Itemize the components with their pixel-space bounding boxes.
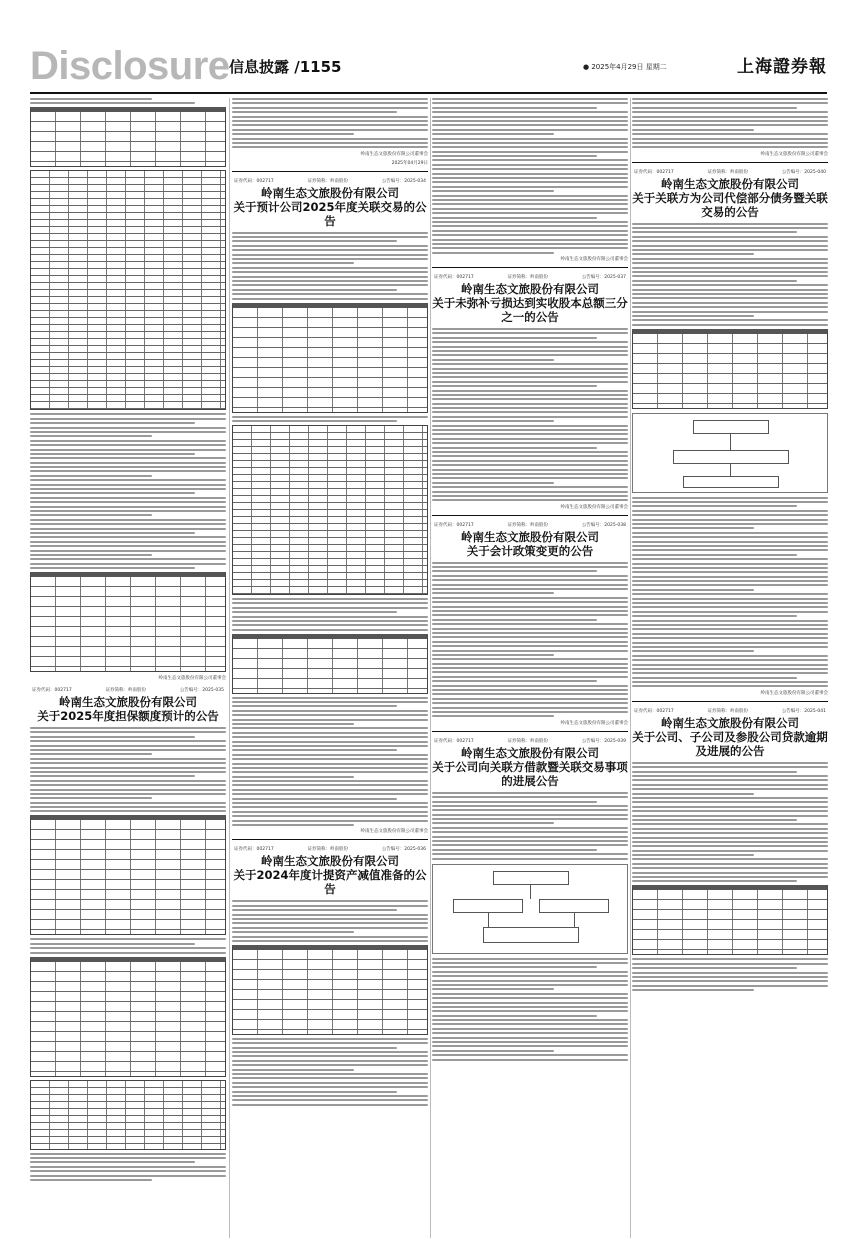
stock-name: 证券简称：岭南股份 bbox=[307, 847, 348, 853]
company-name: 岭南生态文旅股份有限公司 bbox=[461, 745, 599, 760]
text-block bbox=[232, 1038, 428, 1106]
stock-code: 证券代码：002717 bbox=[634, 708, 674, 714]
text-block bbox=[30, 1153, 226, 1181]
announcement-title: 关于2025年度担保额度预计的公告 bbox=[37, 709, 219, 724]
signature: 岭南生态文旅股份有限公司董事会 bbox=[560, 720, 628, 726]
announcement-header bbox=[232, 178, 428, 228]
stock-code: 证券代码：002717 bbox=[234, 847, 274, 853]
announcement-title: 关于未弥补亏损达到实收股本总额三分之一的公告 bbox=[432, 296, 628, 325]
stock-name: 证券简称：岭南股份 bbox=[507, 275, 548, 281]
column-divider bbox=[430, 98, 431, 1238]
guarantee-table bbox=[30, 170, 226, 410]
column-4 bbox=[632, 98, 828, 1238]
column-divider bbox=[630, 98, 631, 1238]
announcement-header bbox=[30, 687, 226, 723]
announcement-number: 公告编号：2025-039 bbox=[581, 738, 626, 744]
column-1 bbox=[30, 98, 226, 1238]
data-table bbox=[232, 634, 428, 694]
signature-date: 2025年04月29日 bbox=[391, 160, 428, 166]
data-table bbox=[30, 815, 226, 935]
stock-code: 证券代码：002717 bbox=[434, 275, 474, 281]
text-block bbox=[632, 958, 828, 991]
related-party-table bbox=[232, 425, 428, 595]
announcement-title: 关于会计政策变更的公告 bbox=[466, 543, 594, 558]
announcement-header bbox=[632, 708, 828, 758]
loan-overdue-table bbox=[632, 885, 828, 955]
text-block bbox=[30, 98, 226, 104]
text-block bbox=[30, 938, 226, 953]
data-table bbox=[30, 107, 226, 167]
stock-name: 证券简称：岭南股份 bbox=[507, 522, 548, 528]
stock-name: 证券简称：岭南股份 bbox=[105, 688, 146, 694]
text-block bbox=[632, 223, 828, 326]
column-3 bbox=[432, 98, 628, 1238]
announcement-title: 关于关联方为公司代偿部分债务暨关联交易的公告 bbox=[632, 190, 828, 219]
announcement-header bbox=[232, 846, 428, 896]
equity-structure-chart bbox=[432, 864, 628, 954]
company-name: 岭南生态文旅股份有限公司 bbox=[461, 282, 599, 297]
issue-date: ● 2025年4月29日 星期二 bbox=[583, 63, 667, 71]
company-name: 岭南生态文旅股份有限公司 bbox=[59, 695, 197, 710]
column-2 bbox=[232, 98, 428, 1238]
stock-code: 证券代码：002717 bbox=[434, 738, 474, 744]
related-transaction-table bbox=[232, 303, 428, 413]
announcement-title: 关于公司向关联方借款暨关联交易事项的进展公告 bbox=[432, 759, 628, 788]
masthead bbox=[30, 40, 827, 92]
text-block bbox=[232, 416, 428, 422]
announcement-title: 关于公司、子公司及参股公司贷款逾期及进展的公告 bbox=[632, 729, 828, 758]
stock-name: 证券简称：岭南股份 bbox=[707, 708, 748, 714]
stock-name: 证券简称：岭南股份 bbox=[307, 178, 348, 184]
text-block bbox=[432, 958, 628, 1061]
signature: 岭南生态文旅股份有限公司董事会 bbox=[760, 151, 828, 157]
masthead-word: Disclosure bbox=[30, 44, 230, 88]
stock-code: 证券代码：002717 bbox=[234, 178, 274, 184]
text-block bbox=[232, 900, 428, 942]
text-block bbox=[632, 497, 828, 688]
data-table bbox=[30, 957, 226, 1077]
announcement-title: 关于预计公司2025年度关联交易的公告 bbox=[233, 199, 427, 228]
announcement-header bbox=[432, 274, 628, 324]
text-block bbox=[432, 562, 628, 718]
announcement-number: 公告编号：2025-040 bbox=[781, 169, 826, 175]
announcement-header bbox=[432, 522, 628, 558]
announcement-number: 公告编号：2025-041 bbox=[781, 708, 826, 714]
impairment-table bbox=[232, 945, 428, 1035]
newspaper-logo: 上海證券報 bbox=[737, 57, 827, 77]
text-block bbox=[432, 98, 628, 254]
column-divider bbox=[229, 98, 230, 1238]
signature: 岭南生态文旅股份有限公司董事会 bbox=[560, 257, 628, 263]
text-block bbox=[232, 598, 428, 631]
company-name: 岭南生态文旅股份有限公司 bbox=[661, 715, 799, 730]
announcement-number: 公告编号：2025-034 bbox=[381, 178, 426, 184]
announcement-header bbox=[632, 169, 828, 219]
equity-structure-chart bbox=[632, 413, 828, 493]
data-table bbox=[30, 1080, 226, 1150]
stock-code: 证券代码：002717 bbox=[32, 688, 72, 694]
text-block bbox=[432, 792, 628, 860]
company-name: 岭南生态文旅股份有限公司 bbox=[261, 854, 399, 869]
company-name: 岭南生态文旅股份有限公司 bbox=[661, 176, 799, 191]
announcement-number: 公告编号：2025-037 bbox=[581, 275, 626, 281]
signature: 岭南生态文旅股份有限公司董事会 bbox=[760, 690, 828, 696]
announcement-number: 公告编号：2025-036 bbox=[381, 847, 426, 853]
stock-code: 证券代码：002717 bbox=[634, 169, 674, 175]
company-name: 岭南生态文旅股份有限公司 bbox=[261, 185, 399, 200]
text-block bbox=[432, 328, 628, 501]
announcement-number: 公告编号：2025-035 bbox=[179, 688, 224, 694]
signature: 岭南生态文旅股份有限公司董事会 bbox=[360, 151, 428, 157]
announcement-header bbox=[432, 738, 628, 788]
signature: 岭南生态文旅股份有限公司董事会 bbox=[560, 504, 628, 510]
masthead-rule bbox=[30, 92, 827, 94]
text-block bbox=[632, 762, 828, 883]
announcement-title: 关于2024年度计提资产减值准备的公告 bbox=[233, 868, 427, 897]
announcement-number: 公告编号：2025-038 bbox=[581, 522, 626, 528]
text-block bbox=[232, 697, 428, 826]
text-block bbox=[232, 232, 428, 300]
text-block bbox=[232, 98, 428, 148]
stock-name: 证券简称：岭南股份 bbox=[707, 169, 748, 175]
company-name: 岭南生态文旅股份有限公司 bbox=[461, 529, 599, 544]
stock-code: 证券代码：002717 bbox=[434, 522, 474, 528]
data-table bbox=[30, 572, 226, 672]
data-table bbox=[632, 329, 828, 409]
text-block bbox=[30, 413, 226, 569]
page-title: 信息披露 /1155 bbox=[229, 58, 342, 76]
text-block bbox=[30, 727, 226, 812]
stock-name: 证券简称：岭南股份 bbox=[507, 738, 548, 744]
text-block bbox=[632, 98, 828, 148]
signature: 岭南生态文旅股份有限公司董事会 bbox=[158, 676, 226, 682]
signature: 岭南生态文旅股份有限公司董事会 bbox=[360, 829, 428, 835]
